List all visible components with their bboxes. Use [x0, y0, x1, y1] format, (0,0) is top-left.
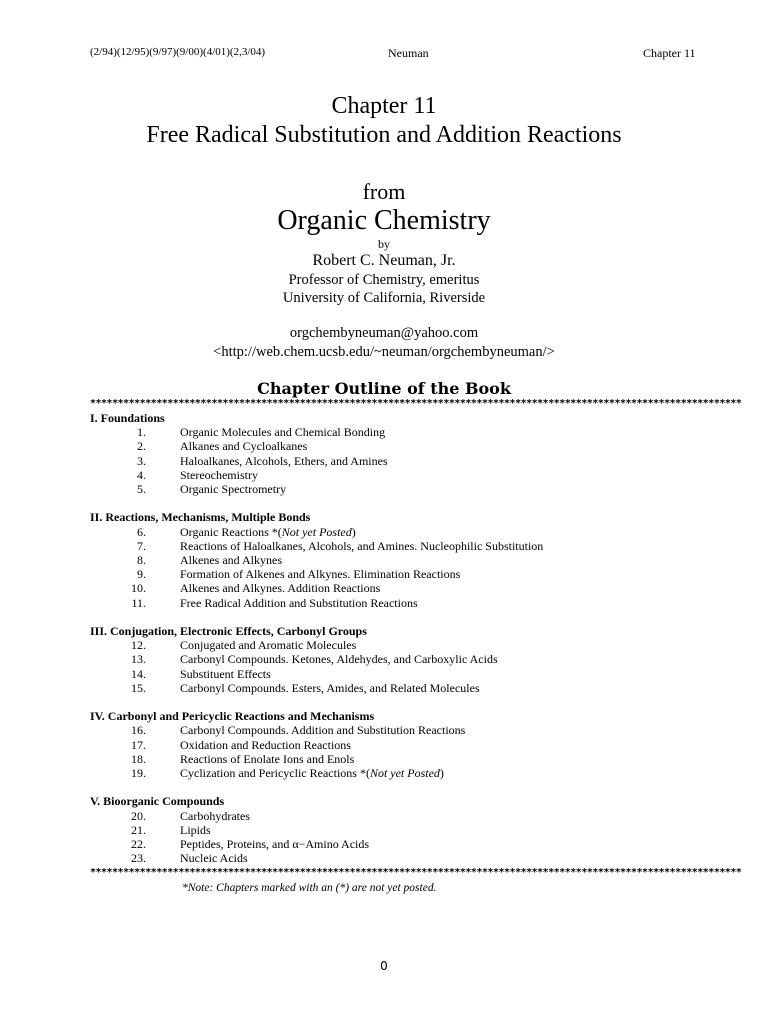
outline-item-number: 23.: [131, 851, 146, 866]
outline-item-title: Stereochemistry: [180, 467, 258, 482]
outline-item-title: Organic Reactions *(Not yet Posted): [180, 524, 356, 539]
chapter-number: Chapter 11: [331, 93, 437, 119]
outline-item-title: Carbonyl Compounds. Ketones, Aldehydes, and Carboxylic Acids: [180, 652, 498, 667]
outline-item-title: Oxidation and Reduction Reactions: [180, 737, 351, 752]
outline-item-title: Cyclization and Pericyclic Reactions *(Not yet Posted): [180, 766, 444, 780]
outline-item-title: Carbohydrates: [180, 808, 250, 823]
outline-item-number: 16.: [131, 723, 146, 738]
outline-item-number: 19.: [131, 766, 146, 780]
outline-item-number: 22.: [131, 837, 146, 851]
not-yet-posted-label: Not yet Posted: [281, 524, 352, 539]
author-url: <http://web.chem.ucsb.edu/~neuman/orgchembyneuman/>: [213, 344, 555, 360]
outline-item-title: Organic Molecules and Chemical Bonding: [180, 425, 386, 440]
outline-title: Chapter Outline of the Book: [257, 379, 511, 398]
outline-item-title: Free Radical Addition and Substitution Reactions: [180, 595, 418, 610]
outline-item-number: 15.: [131, 680, 146, 695]
outline-item-title: Organic Spectrometry: [180, 482, 287, 496]
outline-section-heading: I. Foundations: [90, 411, 165, 425]
book-title: Organic Chemistry: [277, 205, 491, 236]
header-chapter: Chapter 11: [643, 46, 696, 60]
outline-item-title: Alkanes and Cycloalkanes: [180, 439, 308, 454]
outline-item-number: 1.: [137, 425, 146, 440]
outline-item-title: Peptides, Proteins, and α−Amino Acids: [180, 837, 370, 851]
outline-item-number: 9.: [137, 567, 146, 582]
outline-item-number: 4.: [137, 467, 146, 482]
outline-section-heading: IV. Carbonyl and Pericyclic Reactions and Mechanisms: [90, 709, 375, 724]
chapter-title: Free Radical Substitution and Addition Reactions: [146, 122, 622, 148]
outline-item-title: Lipids: [180, 822, 211, 837]
outline-item-title: Carbonyl Compounds. Addition and Substitution Reactions: [180, 723, 466, 738]
author-position: Professor of Chemistry, emeritus: [288, 272, 480, 288]
outline-item-title: Carbonyl Compounds. Esters, Amides, and Related Molecules: [180, 680, 480, 695]
outline-item-number: 5.: [137, 482, 146, 496]
outline-item-title: Alkenes and Alkynes. Addition Reactions: [180, 581, 381, 596]
outline-item-title: Nucleic Acids: [180, 851, 248, 866]
outline-section-heading: II. Reactions, Mechanisms, Multiple Bonds: [90, 510, 311, 525]
outline-item-title: Haloalkanes, Alcohols, Ethers, and Amines: [180, 453, 388, 468]
outline-item-title: Alkenes and Alkynes: [180, 553, 282, 567]
from-label: from: [362, 179, 406, 204]
outline-item-number: 10.: [131, 581, 146, 596]
stars-divider-bottom: **********************************************************************************************************************: [90, 867, 742, 878]
outline-item-number: 11.: [131, 595, 146, 610]
author-name: Robert C. Neuman, Jr.: [312, 252, 456, 269]
not-yet-posted-label: Not yet Posted: [369, 766, 440, 780]
outline-item-title: Substituent Effects: [180, 666, 271, 681]
page-number: 0: [380, 959, 388, 973]
header-revision-dates: (2/94)(12/95)(9/97)(9/00)(4/01)(2,3/04): [90, 46, 266, 58]
outline-item-title: Reactions of Enolate Ions and Enols: [180, 751, 355, 766]
outline-section-heading: V. Bioorganic Compounds: [90, 794, 225, 809]
outline-item-title: Reactions of Haloalkanes, Alcohols, and Amines. Nucleophilic Substitution: [180, 538, 544, 553]
outline-item-number: 14.: [131, 666, 146, 681]
outline-item-number: 8.: [137, 553, 146, 567]
outline-item-number: 21.: [131, 822, 146, 837]
author-university: University of California, Riverside: [282, 290, 486, 306]
author-email: orgchembyneuman@yahoo.com: [289, 325, 479, 341]
outline-item-number: 20.: [131, 808, 146, 823]
outline-item-title: Formation of Alkenes and Alkynes. Elimination Reactions: [180, 567, 461, 582]
outline-item-number: 18.: [131, 751, 146, 766]
header-author: Neuman: [388, 46, 429, 60]
outline-note: *Note: Chapters marked with an (*) are not yet posted.: [182, 882, 437, 894]
outline-section-heading: III. Conjugation, Electronic Effects, Carbonyl Groups: [90, 624, 367, 638]
outline-item-number: 6.: [137, 524, 146, 539]
outline-item-number: 12.: [131, 638, 146, 653]
outline-item-number: 17.: [131, 737, 146, 752]
outline-item-number: 2.: [137, 439, 146, 454]
outline-item-number: 3.: [137, 453, 146, 468]
stars-divider-top: **********************************************************************************************************************: [90, 398, 742, 409]
outline-item-number: 7.: [137, 538, 146, 553]
outline-item-number: 13.: [131, 652, 146, 667]
outline-item-title: Conjugated and Aromatic Molecules: [180, 638, 357, 653]
by-label: by: [378, 237, 390, 251]
